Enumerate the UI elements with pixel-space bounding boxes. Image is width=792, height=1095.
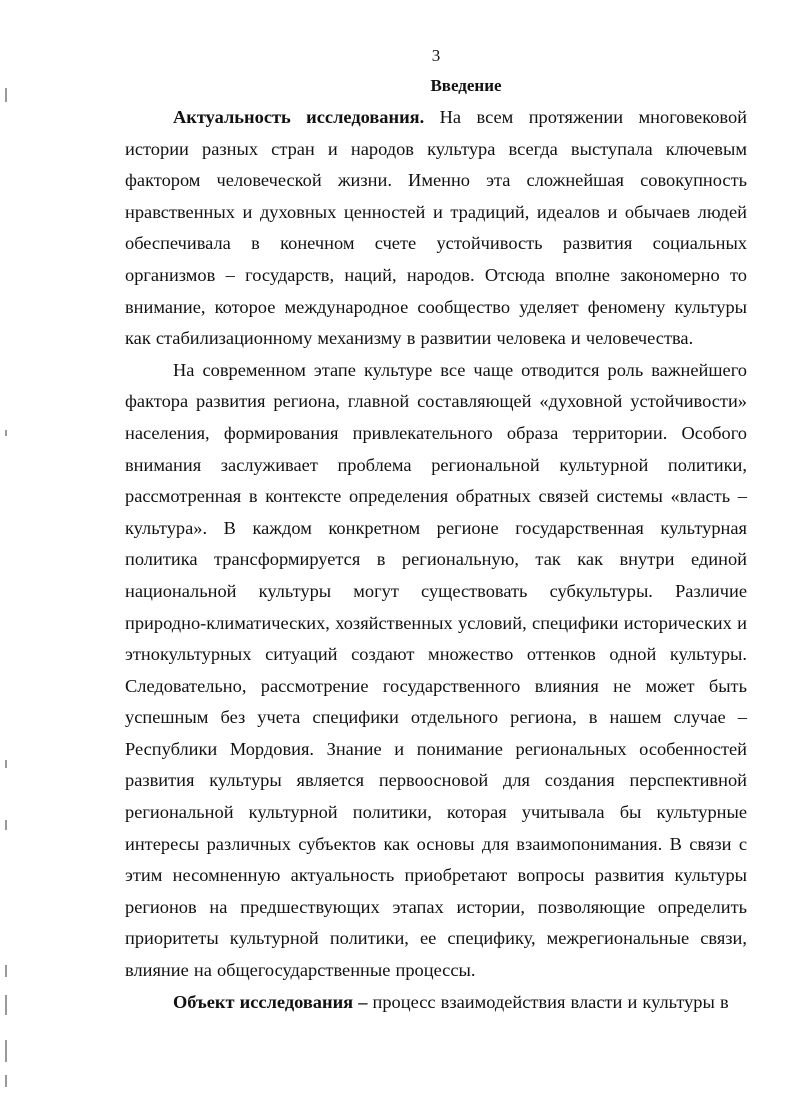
paragraph-text: На всем протяжении многовековой истории разных стран и народов культура всегда выступала ключевым фактором человеческой жизни. Именно эта сложнейшая совокупность нравственных и духовных ценностей и традиций, идеалов и обычаев людей обеспечивала в конечном счете устойчивость развития социальных организмов – государств, наций, народов. Отсюда вполне закономерно то внимание, которое международное сообщество уделяет феномену культуры как стабилизационному механизму в развитии человека и человечества. [125,107,747,349]
scan-artifact-mark [5,88,7,102]
paragraph-relevance [125,102,747,355]
paragraph-text: процесс взаимодействия власти и культуры в [367,991,729,1012]
scan-artifact-mark [5,965,7,977]
scan-artifact-mark [5,760,7,768]
body-text [125,102,747,1018]
scan-artifact-mark [5,1040,7,1062]
section-heading: Введение [430,76,502,95]
paragraph-text: На современном этапе культуре все чаще отводится роль важнейшего фактора развития региона, главной составляющей «духовной устойчивости» населения, формирования привлекательного образа территории. Особого внимания заслуживает проблема региональной культурной политики, рассмотренная в контексте определения обратных связей системы «власть – культура». В каждом конкретном регионе государственная культурная политика трансформируется в региональную, так как внутри единой национальной культуры могут существовать субкультуры. Различие природно-климатических, хозяйственных условий, специфики исторических и этнокультурных ситуаций создают множество оттенков одной культуры. Следовательно, рассмотрение государственного влияния не может быть успешным без учета специфики отдельного региона, в нашем случае – Республики Мордовия. Знание и понимание региональных особенностей развития культуры является первоосновой для создания перспективной региональной культурной политики, которая учитывала бы культурные интересы различных субъектов как основы для взаимопонимания. В связи с этим несомненную актуальность приобретают вопросы развития культуры регионов на предшествующих этапах истории, позволяющие определить приоритеты культурной политики, ее специфику, межрегиональные связи, влияние на общегосударственные процессы. [125,359,747,981]
scan-artifact-mark [5,995,7,1015]
scan-artifact-mark [5,1075,7,1087]
scan-artifact-mark [5,820,7,830]
scan-artifact-mark [5,430,7,436]
paragraph-regional-policy [125,355,747,987]
paragraph-lead: Объект исследования – [173,991,368,1012]
paragraph-research-object [125,987,747,1019]
paragraph-lead: Актуальность исследования. [173,107,425,127]
page-number: 3 [431,46,441,65]
